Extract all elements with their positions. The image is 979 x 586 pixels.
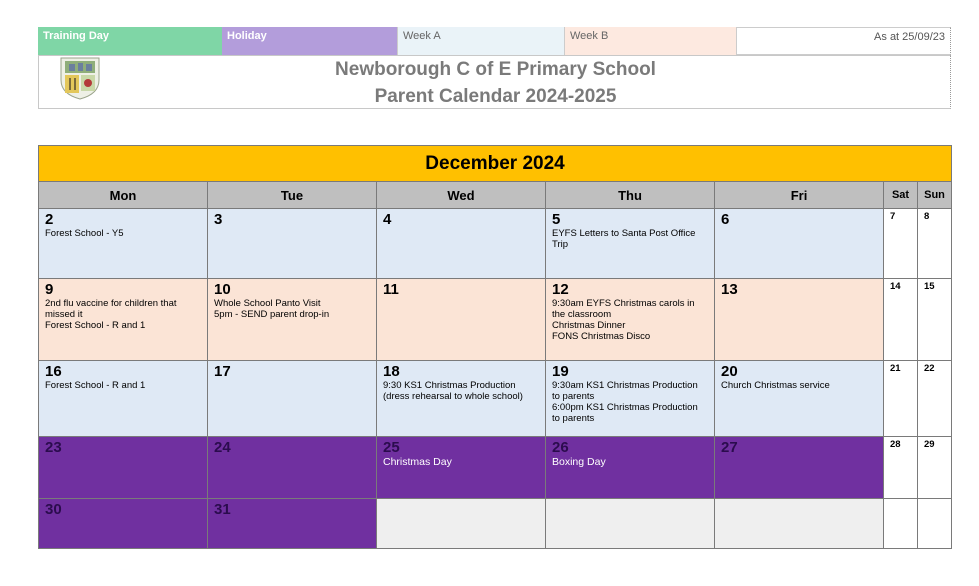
- empty-cell: [918, 499, 952, 549]
- day-cell[interactable]: [377, 361, 546, 437]
- weekend-cell[interactable]: [918, 209, 952, 279]
- day-number: 2: [45, 211, 54, 228]
- legend-week-b: Week B: [564, 27, 736, 55]
- event-text: 9:30 KS1 Christmas Production (dress rehearsal to whole school): [383, 380, 523, 402]
- day-number: 15: [924, 281, 935, 292]
- day-number: 19: [552, 363, 569, 380]
- day-number: 17: [214, 363, 231, 380]
- day-number: 8: [924, 211, 930, 222]
- day-number: 18: [383, 363, 400, 380]
- day-cell[interactable]: [377, 279, 546, 361]
- week-row: [39, 437, 952, 499]
- day-header-fri: Fri: [715, 182, 884, 209]
- day-cell[interactable]: [39, 209, 208, 279]
- event-text: Boxing Day: [552, 456, 606, 468]
- empty-cell: [377, 499, 546, 549]
- day-number: 29: [924, 439, 935, 450]
- weekend-cell[interactable]: [884, 209, 918, 279]
- day-cell[interactable]: [39, 279, 208, 361]
- title-box: [38, 55, 951, 109]
- day-number: 31: [214, 501, 231, 518]
- day-number: 23: [45, 439, 62, 456]
- school-name: Newborough C of E Primary School: [335, 59, 656, 80]
- event-text: Forest School - Y5: [45, 228, 124, 239]
- day-header-wed: Wed: [377, 182, 546, 209]
- event-text: Church Christmas service: [721, 380, 830, 391]
- day-number: 14: [890, 281, 901, 292]
- holiday-cell[interactable]: [715, 437, 884, 499]
- day-number: 16: [45, 363, 62, 380]
- day-number: 22: [924, 363, 935, 374]
- day-number: 9: [45, 281, 54, 298]
- holiday-cell[interactable]: [377, 437, 546, 499]
- as-at-date: As at 25/09/23: [736, 27, 951, 55]
- weekend-cell[interactable]: [884, 279, 918, 361]
- day-cell[interactable]: [546, 209, 715, 279]
- day-number: 10: [214, 281, 231, 298]
- event-text: 9:30am KS1 Christmas Production to parents: [552, 380, 698, 402]
- calendar-subtitle: Parent Calendar 2024-2025: [374, 86, 617, 107]
- day-cell[interactable]: [377, 209, 546, 279]
- day-number: 20: [721, 363, 738, 380]
- legend-training-day: Training Day: [38, 27, 222, 55]
- day-cell[interactable]: [715, 361, 884, 437]
- day-number: 24: [214, 439, 231, 456]
- day-cell[interactable]: [39, 361, 208, 437]
- event-text: 9:30am EYFS Christmas carols in the classroom: [552, 298, 695, 320]
- day-header-sun: Sun: [918, 182, 952, 209]
- holiday-cell[interactable]: [39, 499, 208, 549]
- day-number: 7: [890, 211, 896, 222]
- weekend-cell[interactable]: [884, 361, 918, 437]
- day-number: 13: [721, 281, 738, 298]
- day-number: 6: [721, 211, 730, 228]
- day-number: 28: [890, 439, 901, 450]
- day-number: 4: [383, 211, 392, 228]
- day-number: 5: [552, 211, 561, 228]
- event-text: EYFS Letters to Santa Post Office Trip: [552, 228, 696, 250]
- holiday-cell[interactable]: [208, 437, 377, 499]
- empty-cell: [546, 499, 715, 549]
- event-text: Christmas Day: [383, 456, 452, 468]
- week-row: [39, 209, 952, 279]
- week-row: [39, 361, 952, 437]
- day-cell[interactable]: [715, 209, 884, 279]
- month-title: December 2024: [39, 146, 952, 182]
- day-cell[interactable]: [546, 279, 715, 361]
- weekend-cell[interactable]: [918, 279, 952, 361]
- event-text: Whole School Panto Visit: [214, 298, 321, 309]
- week-row: [39, 279, 952, 361]
- day-number: 3: [214, 211, 223, 228]
- day-number: 11: [383, 281, 399, 298]
- day-header-sat: Sat: [884, 182, 918, 209]
- event-text: 5pm - SEND parent drop-in: [214, 309, 330, 320]
- empty-cell: [715, 499, 884, 549]
- day-cell[interactable]: [208, 209, 377, 279]
- week-row: [39, 499, 952, 549]
- legend-holiday: Holiday: [222, 27, 397, 55]
- day-cell[interactable]: [715, 279, 884, 361]
- day-header-mon: Mon: [39, 182, 208, 209]
- day-number: 21: [890, 363, 901, 374]
- day-number: 26: [552, 439, 569, 456]
- event-text: Christmas Dinner: [552, 320, 626, 331]
- event-text: Forest School - R and 1: [45, 320, 146, 331]
- weekend-cell[interactable]: [918, 361, 952, 437]
- event-text: FONS Christmas Disco: [552, 331, 651, 342]
- holiday-cell[interactable]: [208, 499, 377, 549]
- day-cell[interactable]: [546, 361, 715, 437]
- month-calendar: [38, 145, 952, 549]
- day-cell[interactable]: [208, 361, 377, 437]
- legend-bar: [38, 27, 951, 55]
- event-text: Forest School - R and 1: [45, 380, 146, 391]
- empty-cell: [884, 499, 918, 549]
- day-cell[interactable]: [208, 279, 377, 361]
- calendar-header: [38, 27, 951, 109]
- day-number: 27: [721, 439, 738, 456]
- legend-week-a: Week A: [397, 27, 564, 55]
- event-text: 6:00pm KS1 Christmas Production to parents: [552, 402, 698, 424]
- weekend-cell[interactable]: [918, 437, 952, 499]
- day-header-thu: Thu: [546, 182, 715, 209]
- day-header-tue: Tue: [208, 182, 377, 209]
- day-number: 12: [552, 281, 569, 298]
- holiday-cell[interactable]: [546, 437, 715, 499]
- holiday-cell[interactable]: [39, 437, 208, 499]
- weekend-cell[interactable]: [884, 437, 918, 499]
- event-text: 2nd flu vaccine for children that missed it: [45, 298, 177, 320]
- day-number: 30: [45, 501, 62, 518]
- day-number: 25: [383, 439, 400, 456]
